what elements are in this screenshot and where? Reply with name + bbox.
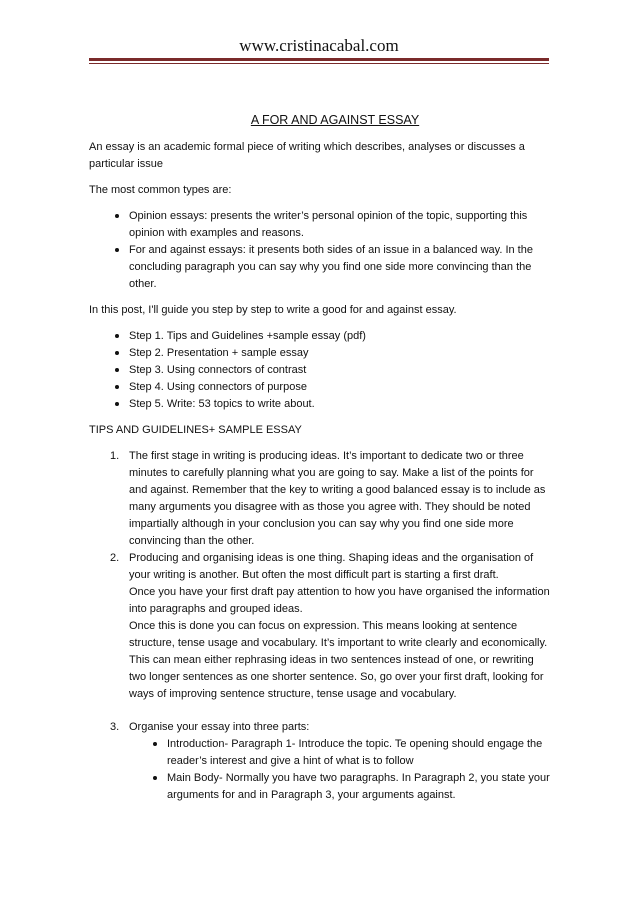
step-item-4[interactable]: Step 4. Using connectors of purpose [129,379,551,396]
list-item: Main Body- Normally you have two paragraphs. In Paragraph 2, you state your arguments for and in Paragraph 3, your arguments against. [167,770,551,804]
tip-text: Once you have your first draft pay attention to how you have organised the information into paragraphs and grouped ideas. [129,586,550,615]
step-item-5[interactable]: Step 5. Write: 53 topics to write about. [129,396,551,413]
guide-lead: In this post, I'll guide you step by step to write a good for and against essay. [89,304,457,316]
list-item: For and against essays: it presents both sides of an issue in a balanced way. In the concluding paragraph you can say why you find one side more convincing than the other. [129,242,551,293]
spacer [129,703,551,719]
document-body [89,112,551,804]
step-item-3[interactable]: Step 3. Using connectors of contrast [129,362,551,379]
step-item-2[interactable]: Step 2. Presentation + sample essay [129,345,551,362]
list-item: Opinion essays: presents the writer’s personal opinion of the topic, supporting this opinion with examples and reasons. [129,208,551,242]
tip-item-2 [110,550,551,719]
tip-text: Once this is done you can focus on expression. This means looking at sentence structure, tense usage and vocabulary. It’s important to write clearly and economically. This can mean either rephrasing ideas in two sentences instead of one, or rewriting two longer sentences as one shorter sentence. So, go over your first draft, looking for ways of improving sentence structure, tense usage and vocabulary. [129,620,548,700]
document-title: A FOR AND AGAINST ESSAY [250,113,420,127]
section-heading: TIPS AND GUIDELINES+ SAMPLE ESSAY [89,424,302,436]
step-item-1[interactable]: Step 1. Tips and Guidelines +sample essay (pdf) [129,328,551,345]
tip-item-3 [110,719,551,804]
tip-text: Producing and organising ideas is one thing. Shaping ideas and the organisation of your writing is another. But often the most difficult part is starting a first draft. [129,552,534,581]
tip-item-1 [110,448,551,550]
header-rule-thick [89,58,549,61]
site-header: www.cristinacabal.com [239,36,399,55]
types-lead: The most common types are: [89,184,232,196]
tip-number: 2. [110,552,120,564]
tips-list [89,448,551,804]
intro-paragraph: An essay is an academic formal piece of writing which describes, analyses or discusses a particular issue [89,141,525,170]
tip-number: 1. [110,450,120,462]
list-item: Introduction- Paragraph 1- Introduce the topic. Te opening should engage the reader’s interest and give a hint of what is to follow [167,736,551,770]
tip-number: 3. [110,721,120,733]
tip-text: Organise your essay into three parts: [129,721,310,733]
header-rule-thin [89,63,549,64]
types-list [89,208,551,293]
steps-list [89,328,551,413]
tip-text: The first stage in writing is producing ideas. It’s important to dedicate two or three minutes to carefully planning what you are going to say. Make a list of the points for and against. Remember that the key to writing a good balanced essay is to include as many arguments you disagree with as those you agree with. They should be noted impartially although in your conclusion you can say why you find one side more convincing than the other. [129,450,546,547]
parts-list [129,736,551,804]
